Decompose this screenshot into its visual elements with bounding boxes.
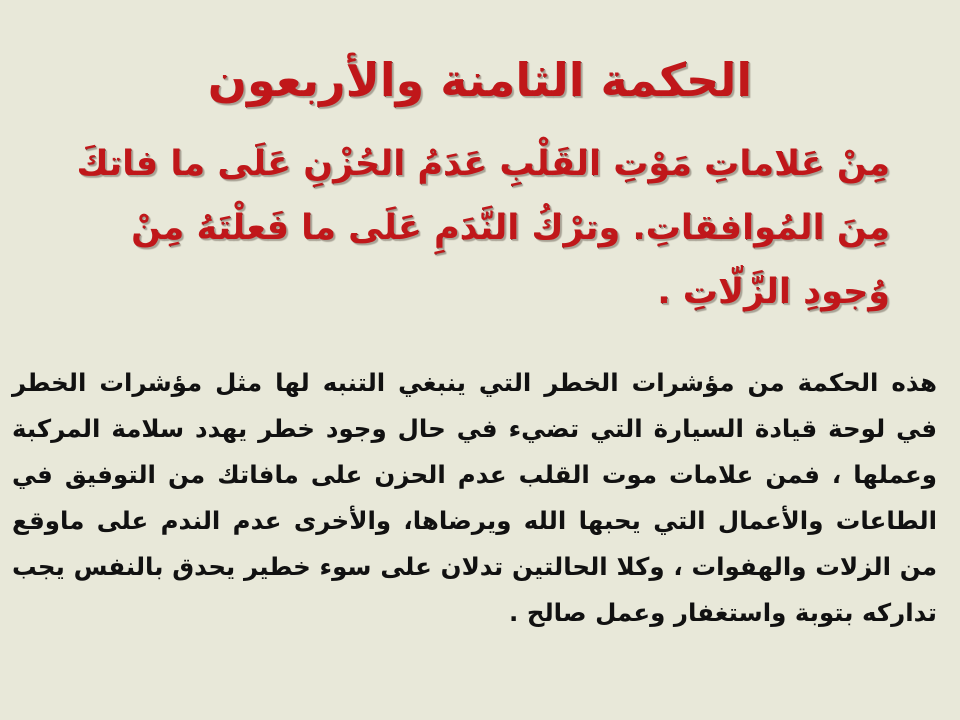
wisdom-quote: مِنْ عَلاماتِ مَوْتِ القَلْبِ عَدَمُ الحُزْنِ عَلَى ما فاتكَ مِنَ المُوافقاتِ. وترْكُ النَّدَمِ عَلَى ما فَعلْتَهُ مِنْ وُجودِ الزَّلّاتِ . xyxy=(76,144,890,312)
wisdom-title: الحكمة الثامنة والأربعون xyxy=(207,53,753,107)
wisdom-commentary: هذه الحكمة من مؤشرات الخطر التي ينبغي التنبه لها مثل مؤشرات الخطر في لوحة قيادة السيارة التي تضيء في حال وجود خطر يهدد سلامة المركبة وعملها ، فمن علامات موت القلب عدم الحزن على مافاتك من التوفيق في الطاعات والأعمال التي يحبها الله ويرضاها، والأخرى عدم الندم على ماوقع من الزلات والهفوات ، وكلا الحالتين تدلان على سوء خطير يحدق بالنفس يجب تداركه بتوبة واستغفار وعمل صالح . xyxy=(12,368,937,627)
